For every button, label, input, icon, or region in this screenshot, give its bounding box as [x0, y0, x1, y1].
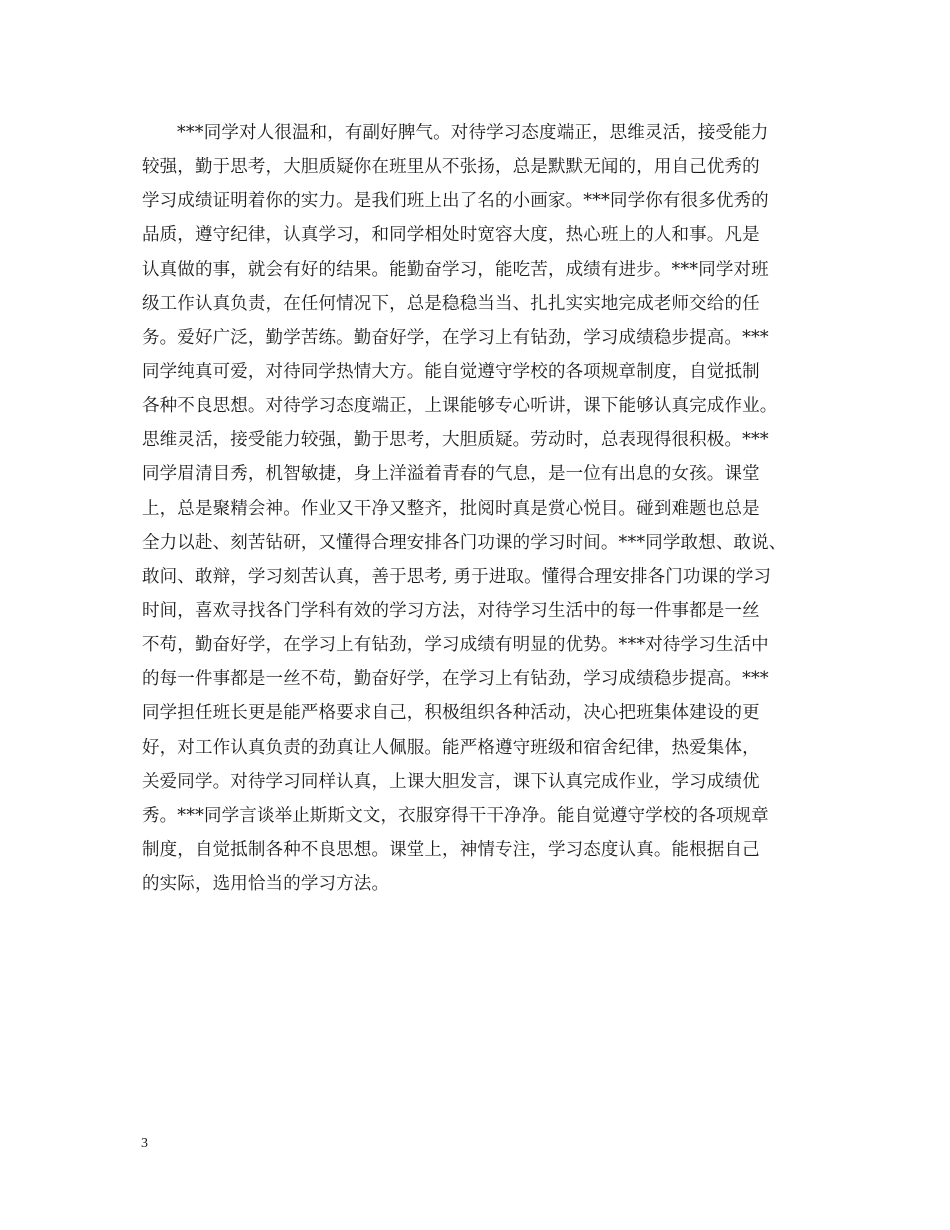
text-line: 制度，自觉抵制各种不良思想。课堂上，神情专注，学习态度认真。能根据自己 — [142, 839, 760, 860]
text-line: 务。爱好广泛，勤学苦练。勤奋好学，在学习上有钻劲，学习成绩稳步提高。*** — [142, 327, 769, 348]
text-line: 品质，遵守纪律，认真学习，和同学相处时宽容大度，热心班上的人和事。凡是 — [142, 225, 760, 246]
text-line: 的实际，选用恰当的学习方法。 — [142, 874, 390, 895]
text-line: 敢问、敢辩，学习刻苦认真，善于思考, 勇于进取。懂得合理安排各门功课的学习 — [142, 566, 772, 587]
text-line: 时间，喜欢寻找各门学科有效的学习方法，对待学习生活中的每一件事都是一丝 — [142, 600, 760, 621]
text-line: 较强，勤于思考，大胆质疑你在班里从不张扬，总是默默无闻的，用自己优秀的 — [142, 157, 760, 178]
text-line: 全力以赴、刻苦钻研，又懂得合理安排各门功课的学习时间。***同学敢想、敢说、 — [142, 532, 787, 553]
text-line: 思维灵活，接受能力较强，勤于思考，大胆质疑。劳动时，总表现得很积极。*** — [142, 430, 769, 451]
text-line: 同学担任班长更是能严格要求自己，积极组织各种活动，决心把班集体建设的更 — [142, 703, 760, 724]
text-line: 关爱同学。对待学习同样认真，上课大胆发言，课下认真完成作业，学习成绩优 — [142, 771, 760, 792]
text-line: 上，总是聚精会神。作业又干净又整齐，批阅时真是赏心悦目。碰到难题也总是 — [142, 498, 760, 519]
page-number: 3 — [141, 1136, 148, 1151]
text-line: 不苟，勤奋好学，在学习上有钻劲，学习成绩有明显的优势。***对待学习生活中 — [142, 635, 769, 656]
text-line: 认真做的事，就会有好的结果。能勤奋学习，能吃苦，成绩有进步。***同学对班 — [142, 259, 769, 280]
text-line: 秀。***同学言谈举止斯斯文文，衣服穿得干干净净。能自觉遵守学校的各项规章 — [142, 805, 769, 826]
body-paragraph — [142, 116, 824, 901]
text-line: 的每一件事都是一丝不苟，勤奋好学，在学习上有钻劲，学习成绩稳步提高。*** — [142, 669, 769, 690]
text-line: 学习成绩证明着你的实力。是我们班上出了名的小画家。***同学你有很多优秀的 — [142, 191, 769, 212]
text-line: 同学眉清目秀，机智敏捷，身上洋溢着青春的气息，是一位有出息的女孩。课堂 — [142, 464, 760, 485]
text-line: 好，对工作认真负责的劲真让人佩服。能严格遵守班级和宿舍纪律，热爱集体， — [142, 737, 760, 758]
text-line: 同学纯真可爱，对待同学热情大方。能自觉遵守学校的各项规章制度，自觉抵制 — [142, 361, 760, 382]
text-line: 各种不良思想。对待学习态度端正，上课能够专心听讲，课下能够认真完成作业。 — [142, 396, 778, 417]
text-line: ***同学对人很温和，有副好脾气。对待学习态度端正，思维灵活，接受能力 — [177, 123, 769, 143]
text-line: 级工作认真负责，在任何情况下，总是稳稳当当、扎扎实实地完成老师交给的任 — [142, 293, 760, 314]
